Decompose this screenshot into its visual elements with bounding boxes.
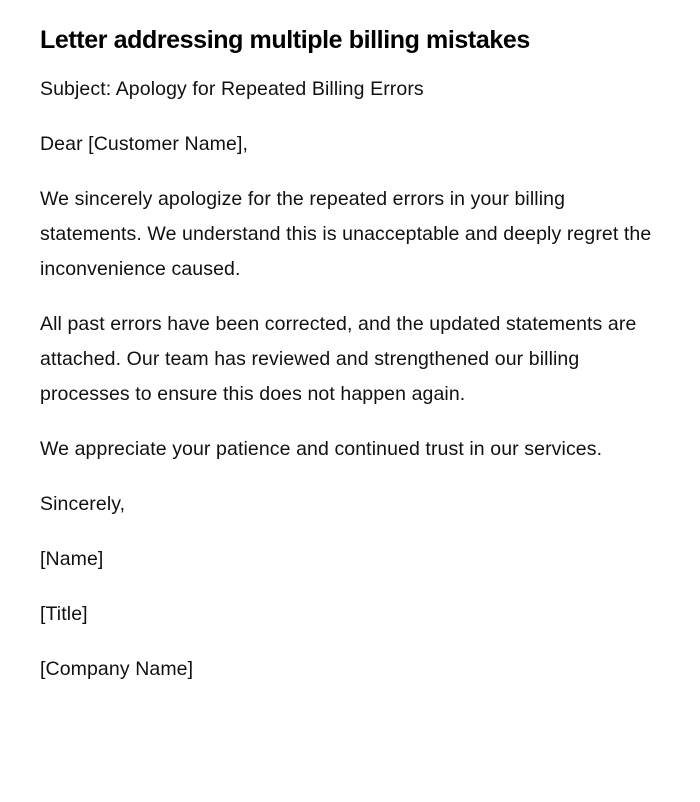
letter-salutation: Dear [Customer Name], [40, 133, 248, 155]
letter-paragraph-apology: We sincerely apologize for the repeated errors in your billing statements. We understand this is unacceptable and deeply regret the inconvenience caused. [40, 188, 652, 280]
document-title: Letter addressing multiple billing mistakes [40, 26, 530, 54]
signature-title: [Title] [40, 603, 88, 625]
signature-company: [Company Name] [40, 658, 194, 680]
letter-subject: Subject: Apology for Repeated Billing Errors [40, 78, 424, 100]
letter-closing: Sincerely, [40, 493, 126, 515]
letter-paragraph-corrections: All past errors have been corrected, and the updated statements are attached. Our team has reviewed and strengthened our billing processes to ensure this does not happen again. [40, 313, 637, 405]
signature-name: [Name] [40, 548, 104, 570]
letter-paragraph-appreciation: We appreciate your patience and continued trust in our services. [40, 438, 603, 460]
